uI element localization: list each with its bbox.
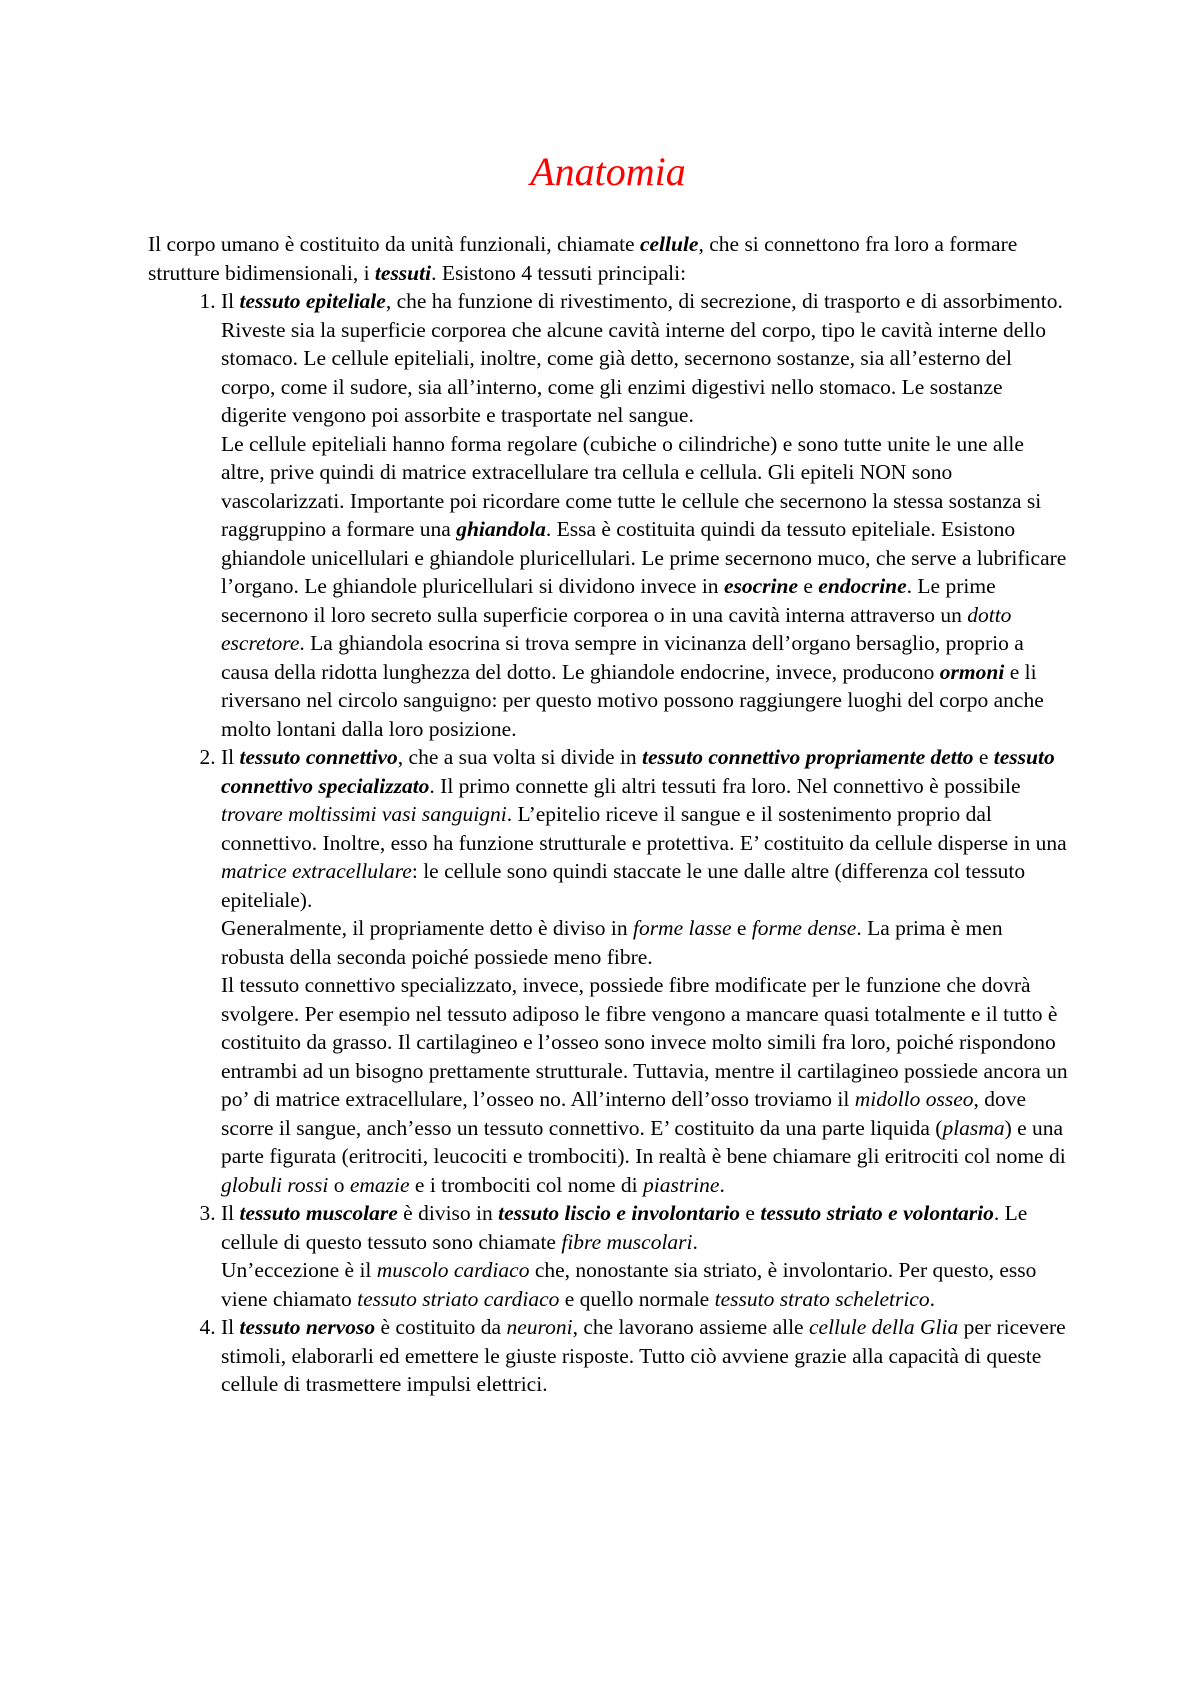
emphasized-term: forme lasse [632, 916, 732, 940]
emphasized-term: tessuto nervoso [239, 1315, 376, 1339]
text-run: . [692, 1229, 698, 1254]
text-run: che, nonostante sia striato, è involontario. Per questo, esso viene chiamato [221, 1258, 1037, 1311]
text-run: Il corpo umano è costituito da unità funzionali, chiamate [148, 232, 640, 256]
text-run: per ricevere stimoli, elaborarli ed emettere le giuste risposte. Tutto ciò avviene grazie alla capacità di queste cellule di trasmettere impulsi elettrici. [221, 1315, 1066, 1396]
emphasized-term: tessuto connettivo specializzato [221, 745, 1055, 798]
tissue-list-item [221, 287, 1068, 743]
text-run: e i trombociti col nome di [409, 1172, 643, 1197]
text-run: . Le cellule di questo tessuto sono chiamate [221, 1201, 1028, 1254]
text-run: Il [221, 289, 240, 313]
text-run: Un’eccezione è il [221, 1258, 377, 1282]
emphasized-term: cellule [639, 232, 699, 256]
emphasized-term: tessuto epiteliale [239, 289, 386, 313]
emphasized-term: cellule della Glia [808, 1315, 959, 1339]
list-item-paragraph [221, 743, 1068, 914]
emphasized-term: plasma [942, 1115, 1005, 1140]
emphasized-term: tessuto liscio e involontario [498, 1201, 741, 1225]
emphasized-term: tessuto strato scheletrico [714, 1286, 930, 1311]
text-run: , dove scorre il sangue, anch’esso un tessuto connettivo. E’ costituito da una parte liquida ( [221, 1087, 1027, 1140]
text-run: Il [221, 1201, 240, 1225]
tissue-list-item [221, 743, 1068, 1199]
emphasized-term: ghiandola [456, 517, 546, 541]
text-run: , che lavorano assieme alle [572, 1315, 809, 1339]
list-item-paragraph [221, 914, 1068, 971]
text-run: è diviso in [397, 1201, 499, 1225]
emphasized-term: midollo osseo [854, 1087, 974, 1111]
emphasized-term: globuli rossi [221, 1172, 329, 1197]
emphasized-term: fibre muscolari [561, 1229, 693, 1254]
intro-paragraph [148, 230, 1068, 287]
text-run: e [731, 916, 752, 940]
emphasized-term: forme dense [751, 916, 857, 940]
emphasized-term: tessuto connettivo [239, 745, 398, 769]
text-run: . Le prime secernono il loro secreto sulla superficie corporea o in una cavità interna attraverso un [221, 574, 996, 627]
text-run: , che si connettono fra loro a formare strutture bidimensionali, i [148, 232, 1018, 285]
text-run: e li riversano nel circolo sanguigno: per questo motivo possono raggiungere luoghi del corpo anche molto lontani dalla loro posizione. [221, 659, 1044, 741]
text-run: , che ha funzione di rivestimento, di secrezione, di trasporto e di assorbimento. Riveste sia la superficie corporea che alcune cavità interne del corpo, tipo le cavità interne dello stomaco. Le cellule epiteliali, inoltre, come già detto, secernono sostanze, sia all’esterno del corpo, come il sudore, sia all’interno, come gli enzimi digestivi nello stomaco. Le sostanze digerite vengono poi assorbite e trasportate nel sangue. [221, 289, 1063, 427]
emphasized-term: neuroni [506, 1315, 573, 1339]
list-item-paragraph [221, 287, 1068, 430]
tissue-list-item [221, 1313, 1068, 1399]
emphasized-term: tessuto striato cardiaco [357, 1286, 560, 1311]
text-run: e [740, 1201, 761, 1225]
emphasized-term: trovare moltissimi vasi sanguigni [221, 802, 507, 826]
text-run: , che a sua volta si divide in [397, 745, 643, 769]
emphasized-term: tessuto connettivo propriamente detto [642, 745, 974, 769]
emphasized-term: piastrine [643, 1172, 720, 1197]
text-run: . Essa è costituita quindi da tessuto epiteliale. Esistono ghiandole unicellulari e ghiandole pluricellulari. Le prime secernono muco, che serve a lubrificare l’organo. Le ghiandole pluricellulari si dividono invece in [221, 517, 1067, 598]
emphasized-term: tessuti [374, 260, 432, 285]
emphasized-term: emazie [349, 1172, 410, 1197]
text-run: : le cellule sono quindi staccate le une dalle altre (differenza col tessuto epiteliale). [221, 859, 1026, 912]
text-run: . [929, 1286, 935, 1311]
text-run: Il [221, 745, 240, 769]
emphasized-term: esocrine [723, 574, 798, 598]
text-run: Le cellule epiteliali hanno forma regolare (cubiche o cilindriche) e sono tutte unite le une alle altre, prive quindi di matrice extracellulare tra cellula e cellula. Gli epiteli NON sono vascolarizzati. Importante poi ricordare come tutte le cellule che secernono la stessa sostanza si raggruppino a formare una [221, 431, 1042, 541]
list-item-paragraph [221, 1256, 1068, 1313]
text-run: . L’epitelio riceve il sangue e il sostenimento proprio dal connettivo. Inoltre, esso ha funzione strutturale e protettiva. E’ costituito da cellule disperse in una [221, 802, 1067, 855]
text-run: e [797, 574, 819, 598]
text-run: è costituito da [375, 1315, 507, 1339]
emphasized-term: muscolo cardiaco [376, 1258, 530, 1282]
text-run: Generalmente, il propriamente detto è diviso in [221, 916, 633, 940]
text-run: . Esistono 4 tessuti principali: [431, 260, 687, 285]
text-run: . La prima è men robusta della seconda poiché possiede meno fibre. [221, 916, 1003, 969]
text-run: Il tessuto connettivo specializzato, invece, possiede fibre modificate per le funzione che dovrà svolgere. Per esempio nel tessuto adiposo le fibre vengono a mancare quasi totalmente e il tutto è costituito da grasso. Il cartilagineo e l’osseo sono invece molto simili fra loro, poiché rispondono entrambi ad un bisogno prettamente strutturale. Tuttavia, mentre il cartilagineo possiede ancora un po’ di matrice extracellulare, l’osseo no. All’interno dell’osso troviamo il [221, 973, 1068, 1111]
text-run: e quello normale [559, 1286, 715, 1311]
text-run: o [328, 1172, 350, 1197]
text-run: Il [221, 1315, 240, 1339]
list-item-paragraph [221, 1199, 1068, 1256]
text-run: . [719, 1172, 725, 1197]
document-page [148, 148, 1068, 1399]
text-run: . La ghiandola esocrina si trova sempre in vicinanza dell’organo bersaglio, proprio a causa della ridotta lunghezza del dotto. Le ghiandole endocrine, invece, producono [221, 631, 1024, 684]
list-item-paragraph [221, 971, 1068, 1199]
list-item-paragraph [221, 430, 1068, 744]
tissue-list-item [221, 1199, 1068, 1313]
emphasized-term: matrice extracellulare [221, 859, 412, 883]
emphasized-term: ormoni [939, 659, 1005, 684]
emphasized-term: tessuto muscolare [239, 1201, 398, 1225]
emphasized-term: tessuto striato e volontario [760, 1201, 994, 1225]
text-run: . Il primo connette gli altri tessuti fra loro. Nel connettivo è possibile [429, 773, 1021, 798]
text-run: ) e una parte figurata (eritrociti, leucociti e trombociti). In realtà è bene chiamare gli eritrociti col nome di [221, 1115, 1066, 1168]
tissue-list [148, 287, 1068, 1399]
document-title: Anatomia [530, 149, 686, 194]
emphasized-term: endocrine [818, 574, 907, 598]
emphasized-term: dotto escretore [221, 602, 1012, 655]
list-item-paragraph [221, 1313, 1068, 1399]
text-run: e [973, 745, 994, 769]
